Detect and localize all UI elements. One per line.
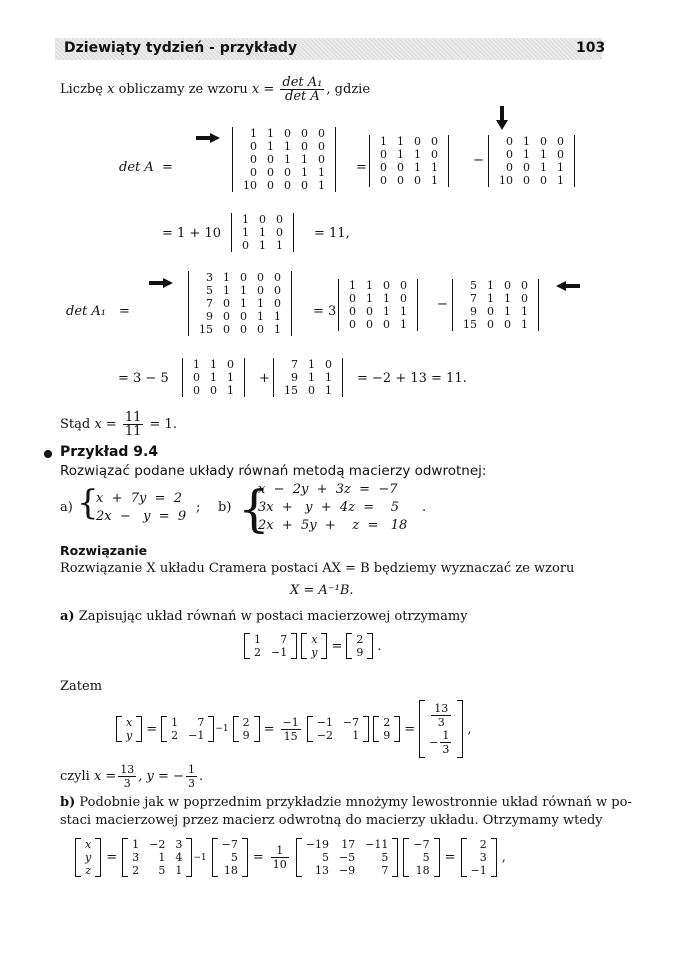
matrix-cell: 15 [199,323,213,336]
matrix-cell: 0 [380,161,387,174]
detA-label: det A [119,160,154,175]
matrix-cell: 1 [540,161,547,174]
matrix-table [306,633,322,659]
matrix-table [279,358,337,397]
matrix-cell: 0 [506,135,513,148]
matrix-table [127,838,187,877]
matrix-cell: 3 [206,271,213,284]
matrix-cell: 1 [301,153,308,166]
detA1-small1 [182,358,245,397]
matrix-cell: 2 [254,646,261,659]
matrix-cell: 0 [397,161,404,174]
arrow-right-icon [196,133,220,143]
matrix-cell: 1 [267,140,274,153]
matrix-cell: 1 [284,153,291,166]
bullet-icon [44,450,52,458]
matrix-cell: x [85,838,92,851]
matrix-cell: 3 [175,838,183,851]
matrix-cell: 5 [321,851,329,864]
matrix-table [466,838,492,877]
matrix-cell: 0 [223,297,230,310]
matrix-cell: 1 [308,371,315,384]
matrix-cell: 0 [366,305,373,318]
matrix-cell: −7 [342,716,360,729]
matrix-cell: 0 [267,179,274,192]
matrix-table [312,716,364,742]
matrix-cell: 1 [557,174,564,187]
matrix-table [238,716,255,742]
matrix-cell: 1 [227,384,234,397]
matrix-table [494,135,569,187]
matrix-cell: 9 [356,646,364,659]
matrix-cell: 7 [206,297,213,310]
matrix-cell: 0 [383,279,390,292]
matrix-table [344,279,412,331]
matrix-cell: 9 [242,729,250,742]
matrix-table [237,213,288,252]
matrix-cell: x [311,633,318,646]
matrix-cell: 0 [210,384,217,397]
matrix-table [458,279,533,331]
matrix-table [194,271,286,336]
matrix-cell: 7 [197,716,205,729]
matrix-cell: 0 [274,284,281,297]
matrix-cell: 7 [280,633,288,646]
matrix-cell: −11 [365,838,389,851]
matrix-cell: 0 [318,127,325,140]
matrix-cell: 9 [470,305,477,318]
solution-heading: Rozwiązanie [60,543,148,558]
brace-b: { [238,480,270,538]
matrix-cell: 1 [223,284,230,297]
matrix-cell: 5 [206,284,213,297]
matrix-cell: 1 [259,239,266,252]
matrix-cell: 1 [400,318,407,331]
matrix-table [188,358,239,397]
matrix-cell: 1 [301,166,308,179]
matrix-cell: 1 [521,305,528,318]
matrix-cell: 1 [210,358,217,371]
matrix-cell: 1 [487,279,494,292]
matrix-cell: 1 [397,135,404,148]
solution-formula: X = A⁻¹B. [290,583,354,598]
matrix-cell: 3 [132,851,140,864]
matrix-cell: 1 [523,148,530,161]
matrix-cell: 2 [242,716,250,729]
matrix-cell: 0 [250,140,257,153]
detA1-matrix [188,271,292,336]
matrix-cell: 0 [487,305,494,318]
matrix-cell: 13 [314,864,329,877]
matrix-cell: 1 [414,148,421,161]
matrix-cell: 0 [284,166,291,179]
matrix-cell: 0 [414,135,421,148]
matrix-cell: 1 [132,838,140,851]
arrow-down-head [496,120,508,130]
matrix-cell: 0 [267,166,274,179]
part-b-text1: b) Podobnie jak w poprzednim przykładzie mnożymy lewostronnie układ równań w po- [60,795,632,810]
matrix-cell: 1 [557,161,564,174]
matrix-cell: 1 [383,305,390,318]
matrix-cell: 0 [267,153,274,166]
matrix-cell: 4 [175,851,183,864]
matrix-cell: 1 [431,161,438,174]
detA1-small2 [273,358,343,397]
matrix-cell: 1 [242,213,249,226]
matrix-cell: −1 [188,729,205,742]
systemB: x − 2y + 3z = −7 3x + y + 4z = 5 2x + 5y + z = 18 [258,482,408,533]
matrix-cell: 1 [400,305,407,318]
matrix-cell: 1 [257,297,264,310]
matrix-cell: 1 [175,864,183,877]
detA1-minor2 [452,279,539,331]
matrix-cell: −9 [338,864,356,877]
matrix-cell: −2 [316,729,333,742]
matrix-cell: 15 [463,318,477,331]
matrix-cell: 0 [400,279,407,292]
matrix-cell: 15 [284,384,298,397]
arrow-right-icon [149,278,173,288]
matrix-cell: 0 [240,310,247,323]
matrix-cell: 9 [291,371,298,384]
matrix-cell: 0 [274,297,281,310]
matrix-cell: 1 [274,323,281,336]
matrix-cell: 0 [284,127,291,140]
matrix-cell: 1 [366,292,373,305]
detA-eq: = [162,160,173,175]
matrix-cell: 1 [487,292,494,305]
matrix-cell: 1 [227,371,234,384]
detA-line2-prefix: = 1 + 10 [162,226,221,241]
detA-minor2 [488,135,575,187]
matrix-cell: 2 [479,838,487,851]
matrix-cell: y [85,851,92,864]
matrix-table [217,838,243,877]
matrix-cell: 0 [274,271,281,284]
matrix-cell: 0 [259,213,266,226]
matrix-cell: 0 [308,384,315,397]
matrix-cell: 1 [274,310,281,323]
matrix-cell: 1 [521,318,528,331]
matrix-cell: 0 [349,292,356,305]
matrix-cell: 1 [284,140,291,153]
matrix-cell: 0 [349,318,356,331]
matrix-cell: 1 [171,716,179,729]
matrix-cell: 1 [257,310,264,323]
matrix-cell: 2 [356,633,364,646]
matrix-cell: 0 [397,174,404,187]
intro-line: Liczbę x obliczamy ze wzoru x = $\frac{\text{det A₁}}{\text{det A}}$ , gdzie [60,75,371,104]
matrix-cell: 0 [318,153,325,166]
matrix-cell: 0 [242,239,249,252]
matrix-cell: 7 [381,864,389,877]
matrix-cell: 0 [506,148,513,161]
matrix-table [121,716,137,742]
matrix-cell: y [126,729,133,742]
matrix-cell: 5 [381,851,389,864]
detA1-eq: = [119,304,130,319]
matrix-cell: 10 [499,174,513,187]
matrix-cell: 1 [504,305,511,318]
matrix-cell: 0 [223,323,230,336]
matrix-cell: 2 [132,864,140,877]
matrix-cell: 18 [223,864,238,877]
matrix-cell: 0 [523,174,530,187]
matrix-cell: 0 [276,213,283,226]
matrix-cell: 0 [257,271,264,284]
matrix-cell: 1 [366,279,373,292]
matrix-cell: 0 [193,371,200,384]
detA-small [231,213,294,252]
matrix-cell: −7 [413,838,430,851]
matrix-table [351,633,368,659]
detA-matrix [232,127,336,192]
matrix-cell: 0 [284,179,291,192]
matrix-cell: 1 [352,729,360,742]
matrix-cell: 1 [414,161,421,174]
matrix-cell: 0 [487,318,494,331]
detA1-line2-prefix: = 3 − 5 [118,371,169,386]
matrix-cell: 1 [276,239,283,252]
matrix-cell: 1 [240,297,247,310]
matrix-cell: −1 [470,864,487,877]
matrix-cell: 0 [250,166,257,179]
matrix-table [378,716,395,742]
matrix-cell: 1 [383,292,390,305]
matrix-cell: x [126,716,133,729]
matrix-cell: 1 [325,384,332,397]
matrix-cell: 1 [431,174,438,187]
brace-a: { [77,483,99,523]
matrix-cell: 0 [227,358,234,371]
matrix-cell: 1 [318,179,325,192]
matrix-cell: 0 [540,135,547,148]
matrix-table [249,633,292,659]
matrix-cell: 0 [414,174,421,187]
matrix-cell: 1 [210,371,217,384]
example-task: Rozwiązać podane układy równań metodą macierzy odwrotnej: [60,463,487,479]
matrix-cell: 1 [240,284,247,297]
matrix-cell: 0 [257,284,264,297]
matrix-table [238,127,330,192]
matrix-cell: 1 [504,292,511,305]
matrix-cell: 1 [349,279,356,292]
matrix-cell: 0 [250,153,257,166]
matrix-cell: 1 [259,226,266,239]
matrix-cell: 2 [171,729,179,742]
matrix-cell: 1 [250,127,257,140]
matrix-cell: 1 [380,135,387,148]
matrix-cell: 2 [383,716,391,729]
matrix-cell: 0 [240,323,247,336]
intro-fraction: $\frac{\text{det A₁}}{\text{det A}}$ [282,75,323,104]
matrix-cell: 0 [504,279,511,292]
detA-line2-suffix: = 11, [314,226,350,241]
matrix-cell: 5 [158,864,166,877]
matrix-table [301,838,394,877]
arrow-down-icon [500,106,504,120]
page-number: 103 [576,40,606,56]
detA1-minor1 [338,279,418,331]
zatem: Zatem [60,679,103,694]
matrix-table [166,716,209,742]
czyli-line: czyli x = $\frac{13}{3}$ , y = − $\frac{1}{3}$ . [60,763,204,790]
matrix-cell: 0 [276,226,283,239]
matrix-cell: 0 [540,174,547,187]
matrix-cell: 1 [325,371,332,384]
matrix-cell: 1 [397,148,404,161]
matrix-cell: 0 [504,318,511,331]
matrix-cell: 18 [415,864,430,877]
matrix-cell: 0 [431,135,438,148]
matrix-cell: 1 [308,358,315,371]
matrix-cell: 9 [383,729,391,742]
matrix-cell: 7 [291,358,298,371]
chapter-title: Dziewiąty tydzień - przykłady [64,40,298,56]
matrix-cell: 3 [479,851,487,864]
matrix-cell: 0 [506,161,513,174]
matrix-cell: −1 [271,646,288,659]
detA-minor1 [369,135,449,187]
matrix-cell: 1 [193,358,200,371]
matrix-cell: 1 [158,851,166,864]
matrix-cell: 17 [341,838,356,851]
detA1-label: det A₁ [66,304,106,319]
matrix-cell: 0 [380,148,387,161]
matrix-cell: 5 [422,851,430,864]
matrix-cell: 0 [521,279,528,292]
matrix-cell: 0 [431,148,438,161]
matrix-cell: 0 [318,140,325,153]
matrix-cell: 1 [254,633,261,646]
arrow-left-icon [556,281,580,291]
matrix-table [408,838,434,877]
matrix-cell: y [311,646,318,659]
matrix-cell: 1 [540,148,547,161]
matrix-cell: 0 [257,323,264,336]
matrix-cell: 1 [523,135,530,148]
matrix-table [80,838,96,877]
matrix-cell: 10 [243,179,257,192]
matrix-cell: 0 [325,358,332,371]
matrix-cell: 9 [206,310,213,323]
matrix-cell: 0 [301,140,308,153]
part-b-text2: staci macierzowej przez macierz odwrotną do macierzy układu. Otrzymamy wtedy [60,813,603,828]
matrix-cell: z [85,864,92,877]
matrix-cell: 0 [380,174,387,187]
part-a-result: 13 3 − $\frac{1}{3}$ [419,700,463,758]
systemA: x + 7y = 2 2x − y = 9 [96,491,187,524]
matrix-cell: −1 [316,716,333,729]
matrix-cell: 1 [242,226,249,239]
part-a-text: a) Zapisując układ równań w postaci macierzowej otrzymamy [60,609,468,624]
part-a-solution: x y = 1 7 2 −1 −1 2 9 = $\frac{-1}{15}$ −1 −7 −2 1 2 9 = 13 3 − $\frac{1}{3}$ , [116,700,471,758]
matrix-cell: 0 [223,310,230,323]
matrix-cell: −5 [338,851,356,864]
detA1-line2-suffix: = −2 + 13 = 11. [357,371,467,386]
matrix-cell: 0 [557,135,564,148]
matrix-cell: 0 [301,127,308,140]
matrix-cell: 1 [223,271,230,284]
matrix-cell: −19 [305,838,329,851]
matrix-table [375,135,443,187]
matrix-cell: 0 [193,384,200,397]
matrix-cell: 5 [230,851,238,864]
part-b-equation: x y z = 1 −2 3 3 1 4 2 5 1 −1 −7 5 18 = $\frac{1}{10}$ −19 17 −11 5 −5 5 13 −9 7 −7 5 18 = 2 3 −1 , [75,838,506,877]
solution-text: Rozwiązanie X układu Cramera postaci AX = B będziemy wyznaczać ze wzoru [60,561,575,576]
matrix-cell: 0 [557,148,564,161]
matrix-cell: 0 [349,305,356,318]
matrix-cell: 1 [318,166,325,179]
matrix-cell: −7 [221,838,238,851]
matrix-cell: 0 [521,292,528,305]
matrix-cell: 0 [301,179,308,192]
stad-line: Stąd x = $\frac{11}{11}$ = 1. [60,410,177,439]
matrix-cell: 0 [400,292,407,305]
matrix-cell: 1 [267,127,274,140]
matrix-cell: 7 [470,292,477,305]
matrix-cell: 0 [523,161,530,174]
example-title: Przykład 9.4 [60,444,159,460]
matrix-cell: 0 [366,318,373,331]
part-a-equation: 1 7 2 −1 x y = 2 9 . [244,633,381,659]
matrix-cell: −2 [149,838,166,851]
matrix-cell: 0 [240,271,247,284]
matrix-cell: 0 [383,318,390,331]
matrix-cell: 5 [470,279,477,292]
